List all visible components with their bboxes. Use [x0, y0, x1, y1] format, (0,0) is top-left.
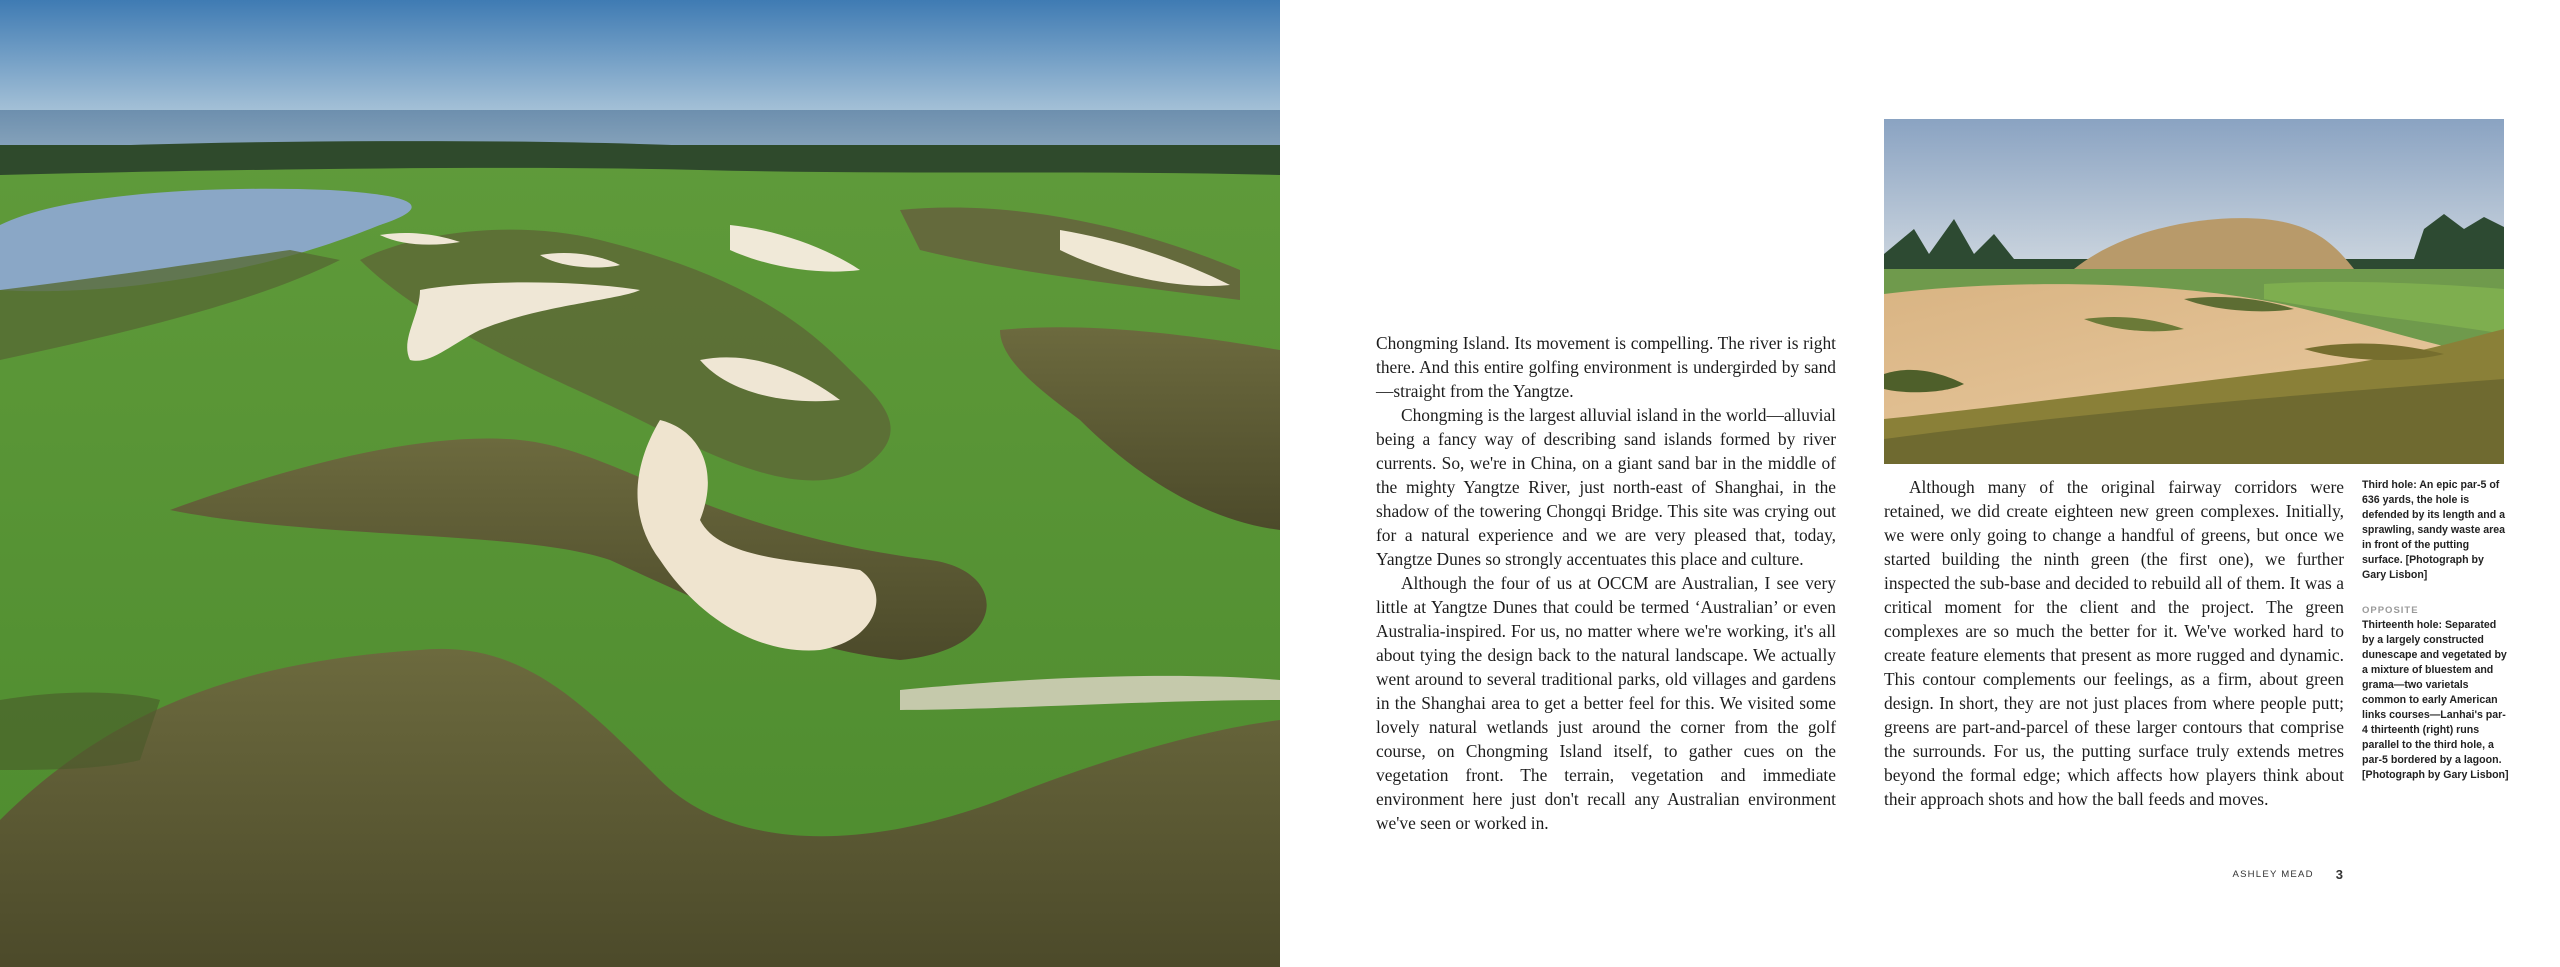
paragraph: Chongming is the largest alluvial island in the world—alluvial being a fancy way of describing sand islands formed by river currents. So, we're in China, on a giant sand bar in the middle of the mighty Yangtze River, just north-east of Shanghai, in the shadow of the towering Chongqi Bridge. This site was crying out for a natural experience and we are very pleased that, today, Yangtze Dunes so strongly accentuates this place and culture. — [1376, 405, 1836, 569]
caption-third-hole: Third hole: An epic par-5 of 636 yards, the hole is defended by its length and a sprawling, sandy waste area in front of the putting surface. [Photograph by Gary Lisbon] — [2362, 479, 2506, 581]
paragraph: Although many of the original fairway corridors were retained, we did create eighteen new green complexes. Initially, we were only going to change a handful of greens, but once we started building the ninth green (the first one), we further inspected the sub-base and decided to rebuild all of them. It was a critical moment for the client and the project. The green complexes are so much the better for it. We've worked hard to create feature elements that present as more rugged and dynamic. This contour complements our feelings, as a firm, about green design. In short, they are not just places from where people putt; greens are part-and-parcel of these larger contours that comprise the surrounds. For us, the putting surface truly extends metres beyond the formal edge; which affects how players think about their approach shots and how the ball feeds and moves. — [1884, 477, 2344, 809]
photo-caption — [2362, 478, 2510, 783]
right-hole-photo — [1884, 119, 2504, 464]
third-hole-illustration — [1884, 119, 2504, 464]
page-footer — [2232, 867, 2343, 882]
page-number: 3 — [2335, 867, 2343, 882]
paragraph: Although the four of us at OCCM are Australian, I see very little at Yangtze Dunes that could be termed ‘Australian’ or even Australia-inspired. For us, no matter where we're working, it's all about tying the design back to the natural landscape. We actually went around to several traditional parks, old villages and gardens in the Shanghai area to get a better feel for this. We visited some lovely natural wetlands just around the corner from the golf course, on Chongming Island itself, to gather cues on the vegetation front. The terrain, vegetation and immediate environment here just don't recall any Australian environment we've seen or worked in. — [1376, 573, 1836, 833]
caption-thirteenth-hole: Thirteenth hole: Separated by a largely constructed dunescape and vegetated by a mixture of bluestem and grama—two varietals common to early American links courses—Lanhai's par-4 thirteenth (right) runs parallel to the third hole, a par-5 bordered by a lagoon. [Photograph by Gary Lisbon] — [2362, 619, 2509, 781]
body-column-right — [1884, 475, 2344, 811]
paragraph: Chongming Island. Its movement is compelling. The river is right there. And this entire golfing environment is undergirded by sand—straight from the Yangtze. — [1376, 333, 1836, 401]
caption-label-opposite: OPPOSITE — [2362, 605, 2419, 616]
body-column-left — [1376, 331, 1836, 835]
running-author: ASHLEY MEAD — [2232, 869, 2314, 880]
